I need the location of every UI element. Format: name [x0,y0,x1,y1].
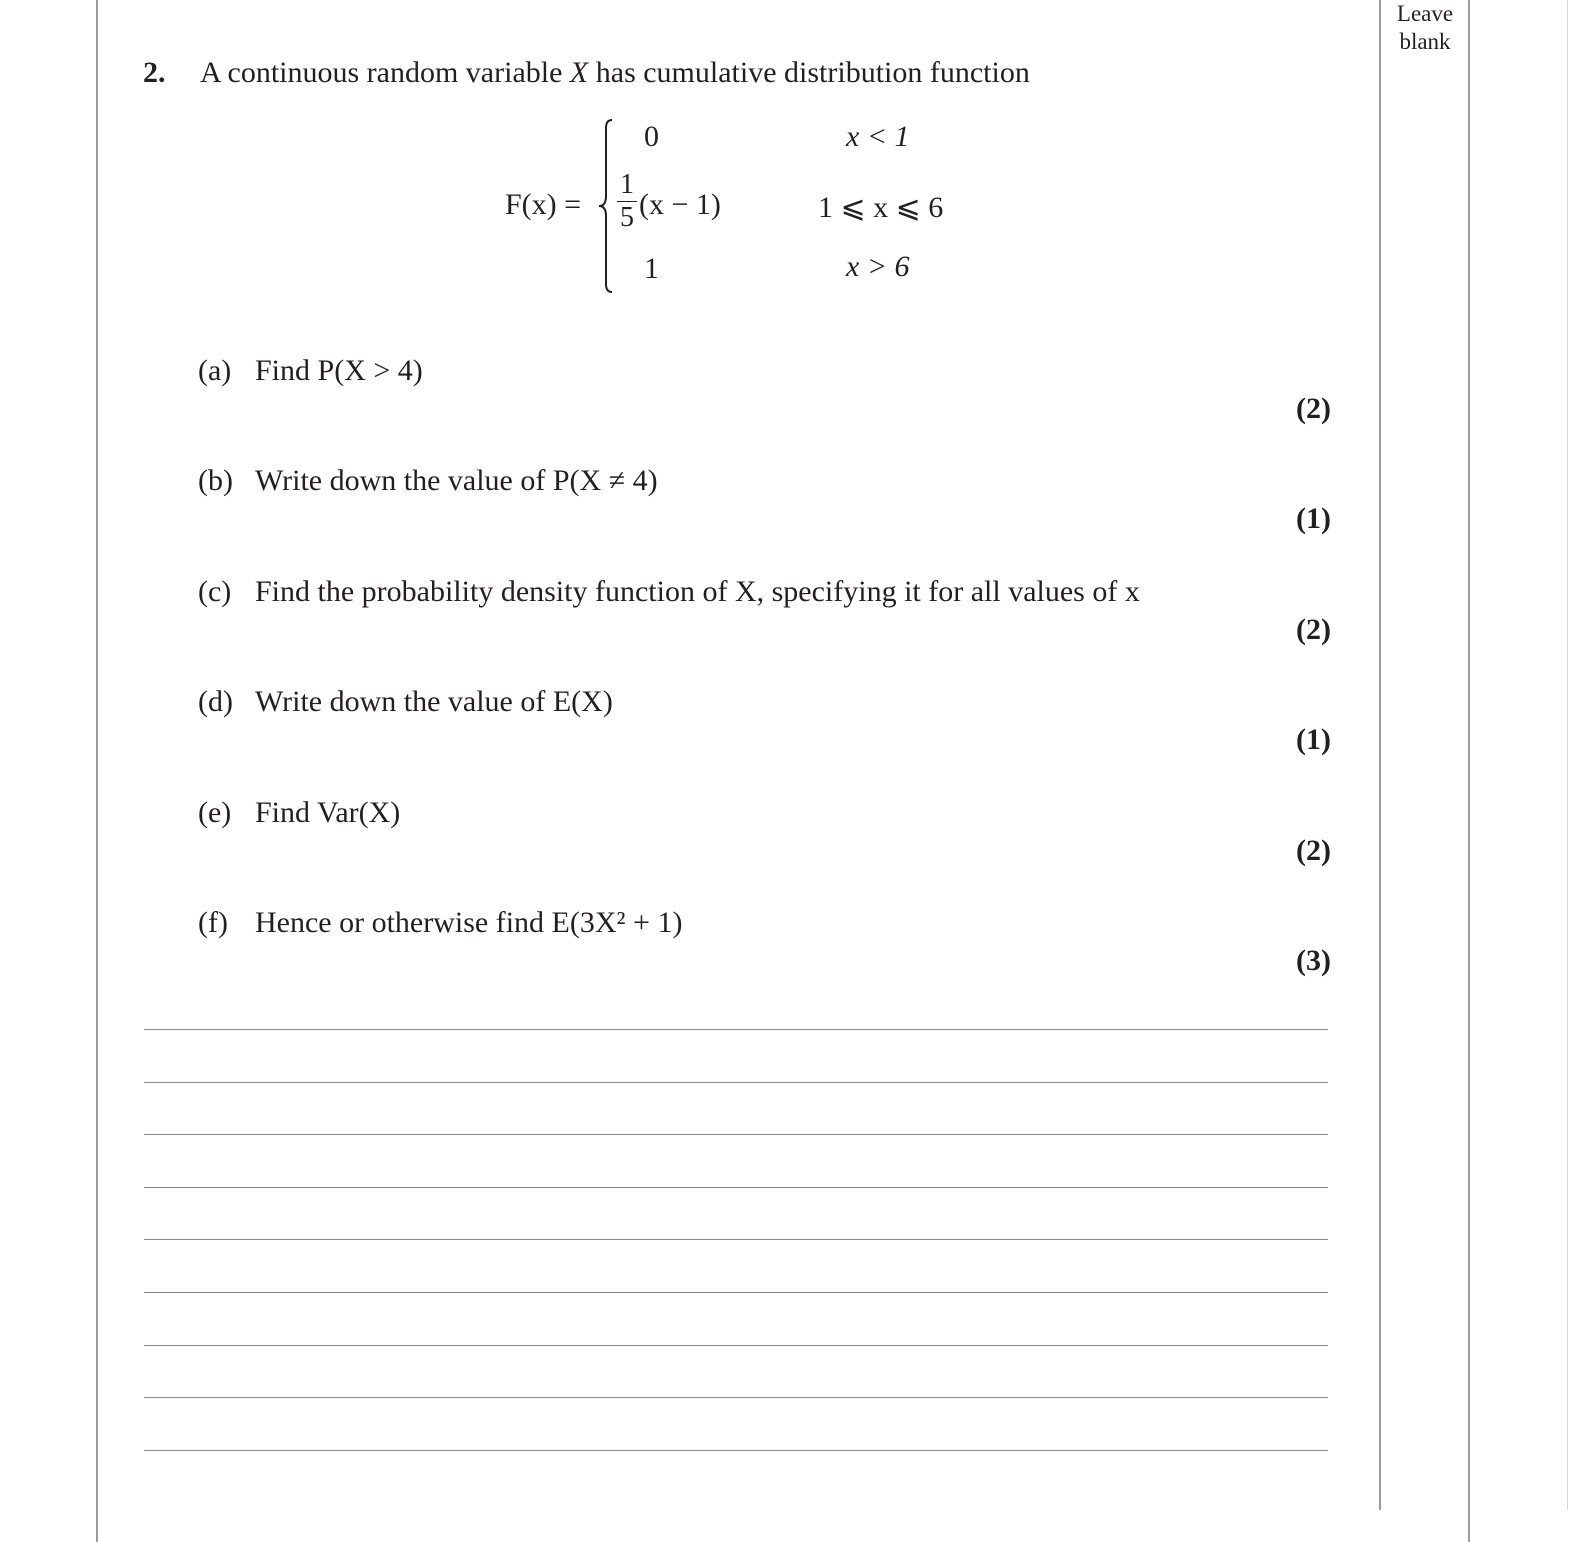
part-text: Find Var(X) [255,795,401,829]
left-brace [596,118,616,294]
fraction: 1 5 [617,170,637,233]
margin-divider [1379,0,1381,1510]
case-value: (x − 1) [639,188,721,221]
leave-text: Leave [1396,1,1454,26]
answer-line[interactable] [144,1292,1328,1293]
part-label: (f) [198,906,228,939]
question-part [198,796,400,830]
marks: (2) [1296,612,1331,646]
blank-text: blank [1399,29,1451,54]
part-text: Find the probability density function of X, specifying it for all values of x [255,574,1140,608]
function-lhs: F(x) = [505,188,582,221]
case-value: 1 [644,252,659,285]
marks: (2) [1296,392,1331,425]
answer-line[interactable] [144,1450,1328,1451]
answer-line[interactable] [144,1187,1328,1188]
answer-line[interactable] [144,1134,1328,1135]
marks: (2) [1296,833,1331,867]
marks: (3) [1296,944,1331,977]
part-text: Write down the value of P(X ≠ 4) [255,464,658,498]
answer-line[interactable] [144,1082,1328,1083]
part-label: (c) [198,574,232,608]
case-condition: x < 1 [846,120,910,153]
question-part [198,685,613,719]
part-label: (d) [198,685,233,719]
part-text: Write down the value of E(X) [255,685,613,719]
case-condition: 1 ⩽ x ⩽ 6 [818,191,944,224]
part-label: (b) [198,464,233,498]
marks: (1) [1296,723,1331,757]
page-border-right [1458,0,1470,1542]
leave-blank-label [1384,0,1466,56]
part-text: Hence or otherwise find E(3X² + 1) [255,906,683,939]
answer-line[interactable] [144,1345,1328,1346]
question-number: 2. [143,56,166,89]
question-part [198,906,682,940]
part-text: Find P(X > 4) [255,354,423,387]
question-part [198,464,658,498]
marks: (1) [1296,502,1331,536]
answer-line[interactable] [144,1397,1328,1398]
part-label: (e) [198,795,232,829]
case-condition: x > 6 [846,250,910,283]
answer-line[interactable] [144,1239,1328,1240]
page-edge [1567,0,1568,1510]
part-label: (a) [198,354,232,387]
question-stem: A continuous random variable X has cumulative distribution function [200,56,1030,89]
question-part [198,575,1140,609]
page-border-left [96,0,1382,1542]
question-part [198,354,423,388]
case-value: 0 [644,120,659,153]
answer-line[interactable] [144,1029,1328,1030]
